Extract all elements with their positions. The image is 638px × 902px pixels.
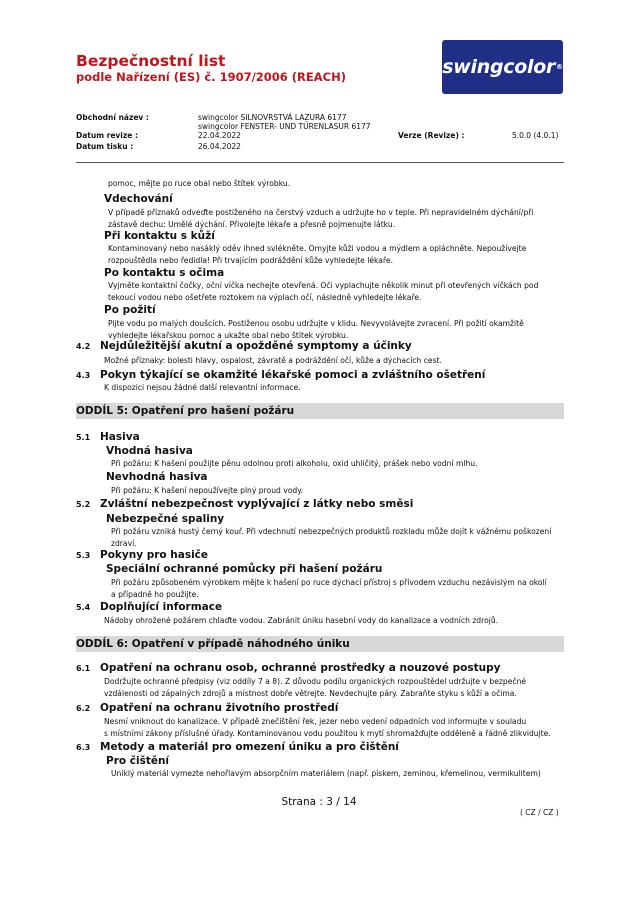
section-6-2-heading: Opatření na ochranu životního prostředí (100, 702, 339, 714)
suitable-media-text: Při požáru: K hašení použijte pěnu odolnou proti alkoholu, oxid uhličitý, prášek nebo vodní mlhu. (111, 459, 478, 468)
unsuitable-media-heading: Nevhodná hasiva (106, 471, 208, 483)
section-number-6-2: 6.2 (76, 704, 91, 713)
section-6-1-heading: Opatření na ochranu osob, ochranné prostředky a nouzové postupy (100, 662, 501, 674)
section-6-1-text-1: Dodržujte ochranné předpisy (viz oddíly 7 a 8). Z důvodu podílu organických rozpouštědel udržujte v bezpečné (104, 677, 527, 686)
revision-date-label: Datum revize : (76, 131, 138, 140)
cleanup-heading: Pro čištění (106, 755, 170, 767)
section-4-3-heading: Pokyn týkající se okamžité lékařské pomoci a zvláštního ošetření (100, 369, 486, 381)
section-6-header: ODDÍL 6: Opatření v případě náhodného úniku (76, 636, 564, 652)
ppe-text-2: a případně ho použijte. (111, 590, 199, 599)
document-subtitle: podle Nařízení (ES) č. 1907/2006 (REACH) (76, 70, 346, 84)
swingcolor-logo (442, 40, 563, 94)
section-5-1-heading: Hasiva (100, 431, 140, 443)
skin-text-2: rozpouštědla nebo ředidla! Při trvajícím podráždění kůže vyhledejte lékaře. (108, 256, 393, 265)
hazardous-combustion-text-1: Při požáru vzniká hustý černý kouř. Při vdechnutí nebezpečných produktů rozkladu může dojít k vážnému poškození (111, 527, 552, 536)
ingestion-text-1: Pijte vodu po malých doušcích. Postiženou osobu udržujte v klidu. Nevyvolávejte zvracení. Při požití okamžitě (108, 319, 524, 328)
hazardous-combustion-heading: Nebezpečné spaliny (106, 513, 225, 525)
section-number-5-2: 5.2 (76, 500, 91, 509)
section-5-4-heading: Doplňující informace (100, 601, 223, 613)
section-number-4-3: 4.3 (76, 371, 91, 380)
version-value: 5.0.0 (4.0.1) (512, 131, 559, 140)
locale-code: ( CZ / CZ ) (520, 808, 559, 817)
ingestion-text-2: vyhledejte lékařskou pomoc a ukažte obal nebo štítek výrobku. (108, 331, 349, 340)
document-title: Bezpečnostní list (76, 52, 226, 70)
print-date-label: Datum tisku : (76, 142, 134, 151)
product-name-1: swingcolor SILNOVRSTVÁ LAZURA 6177 (198, 113, 347, 122)
ppe-heading: Speciální ochranné pomůcky při hašení požáru (106, 563, 383, 575)
skin-heading: Při kontaktu s kůží (104, 230, 215, 242)
carryover-text: pomoc, mějte po ruce obal nebo štítek výrobku. (108, 179, 291, 188)
cleanup-text: Uniklý materiál vymezte nehořlavým absorpčním materiálem (např. pískem, zeminou, křemelinou, vermikulitem) (111, 769, 541, 778)
section-number-5-1: 5.1 (76, 433, 91, 442)
section-number-5-3: 5.3 (76, 551, 91, 560)
section-5-2-heading: Zvláštní nebezpečnost vyplývající z látky nebo směsi (100, 498, 414, 510)
section-6-3-heading: Metody a materiál pro omezení úniku a pro čištění (100, 741, 399, 753)
section-number-4-2: 4.2 (76, 342, 91, 351)
section-4-2-text: Možné příznaky: bolesti hlavy, ospalost, závratě a podráždění očí, kůže a dýchacích cest. (104, 356, 442, 365)
product-label: Obchodní název : (76, 113, 149, 122)
revision-date: 22.04.2022 (198, 131, 241, 140)
section-5-header: ODDÍL 5: Opatření pro hašení požáru (76, 403, 564, 419)
section-4-2-heading: Nejdůležitější akutní a opožděné symptomy a účinky (100, 340, 412, 352)
eye-text-1: Vyjměte kontaktní čočky, oční víčka nechejte otevřená. Oči vyplachujte několik minut při otevřených víčkách pod (108, 281, 539, 290)
print-date: 26.04.2022 (198, 142, 241, 151)
section-5-3-heading: Pokyny pro hasiče (100, 549, 209, 561)
section-6-2-text-2: s místními zákony příslušné úřady. Kontaminovanou vodu použitou k mytí shromažďujte odděleně a řádně zlikvidujte. (104, 729, 551, 738)
section-6-1-text-2: vzdálenosti od zápalných zdrojů a místnost dobře větrejte. Nevdechujte páry. Zabraňte styku s kůží a očima. (104, 689, 517, 698)
ppe-text-1: Při požáru způsobeném výrobkem mějte k hašení po ruce dýchací přístroj s přívodem vzduchu nezávislým na okolí (111, 578, 547, 587)
section-number-5-4: 5.4 (76, 603, 91, 612)
product-name-2: swingcolor FENSTER- UND TÜRENLASUR 6177 (198, 122, 371, 131)
hazardous-combustion-text-2: zdraví. (111, 539, 137, 548)
unsuitable-media-text: Při požáru: K hašení nepoužívejte plný proud vody. (111, 486, 304, 495)
inhalation-text-1: V případě příznaků odveďte postiženého na čerstvý vzduch a udržujte ho v teple. Při nepravidelném dýchání/při (108, 208, 534, 217)
inhalation-text-2: zástavě dechu: Umělé dýchání. Přivolejte lékaře a přesně pojmenujte látku. (108, 220, 396, 229)
logo-text: swingcolor (442, 56, 556, 78)
skin-text-1: Kontaminovaný nebo nasáklý oděv ihned svlékněte. Omyjte kůži vodou a mýdlem a opláchněte. Nepoužívejte (108, 244, 527, 253)
eye-text-2: tekoucí vodou nebo ošetřete roztokem na výplach očí, následně vyhledejte lékaře. (108, 293, 422, 302)
page-number: Strana : 3 / 14 (281, 796, 357, 808)
ingestion-heading: Po požití (104, 304, 156, 316)
logo-registered-mark: ® (556, 63, 563, 71)
section-number-6-3: 6.3 (76, 743, 91, 752)
section-4-3-text: K dispozici nejsou žádné další relevantní informace. (104, 383, 301, 392)
section-5-4-text: Nádoby ohrožené požárem chlaďte vodou. Zabránit úniku hasební vody do kanalizace a vodních zdrojů. (104, 616, 499, 625)
section-number-6-1: 6.1 (76, 664, 91, 673)
suitable-media-heading: Vhodná hasiva (106, 445, 193, 457)
version-label: Verze (Revize) : (398, 131, 465, 140)
section-6-2-text-1: Nesmí vniknout do kanalizace. V případě znečištění řek, jezer nebo vedení odpadních vod informujte v souladu (104, 717, 527, 726)
header-divider (76, 162, 564, 163)
eye-heading: Po kontaktu s očima (104, 267, 225, 279)
inhalation-heading: Vdechování (104, 193, 173, 205)
